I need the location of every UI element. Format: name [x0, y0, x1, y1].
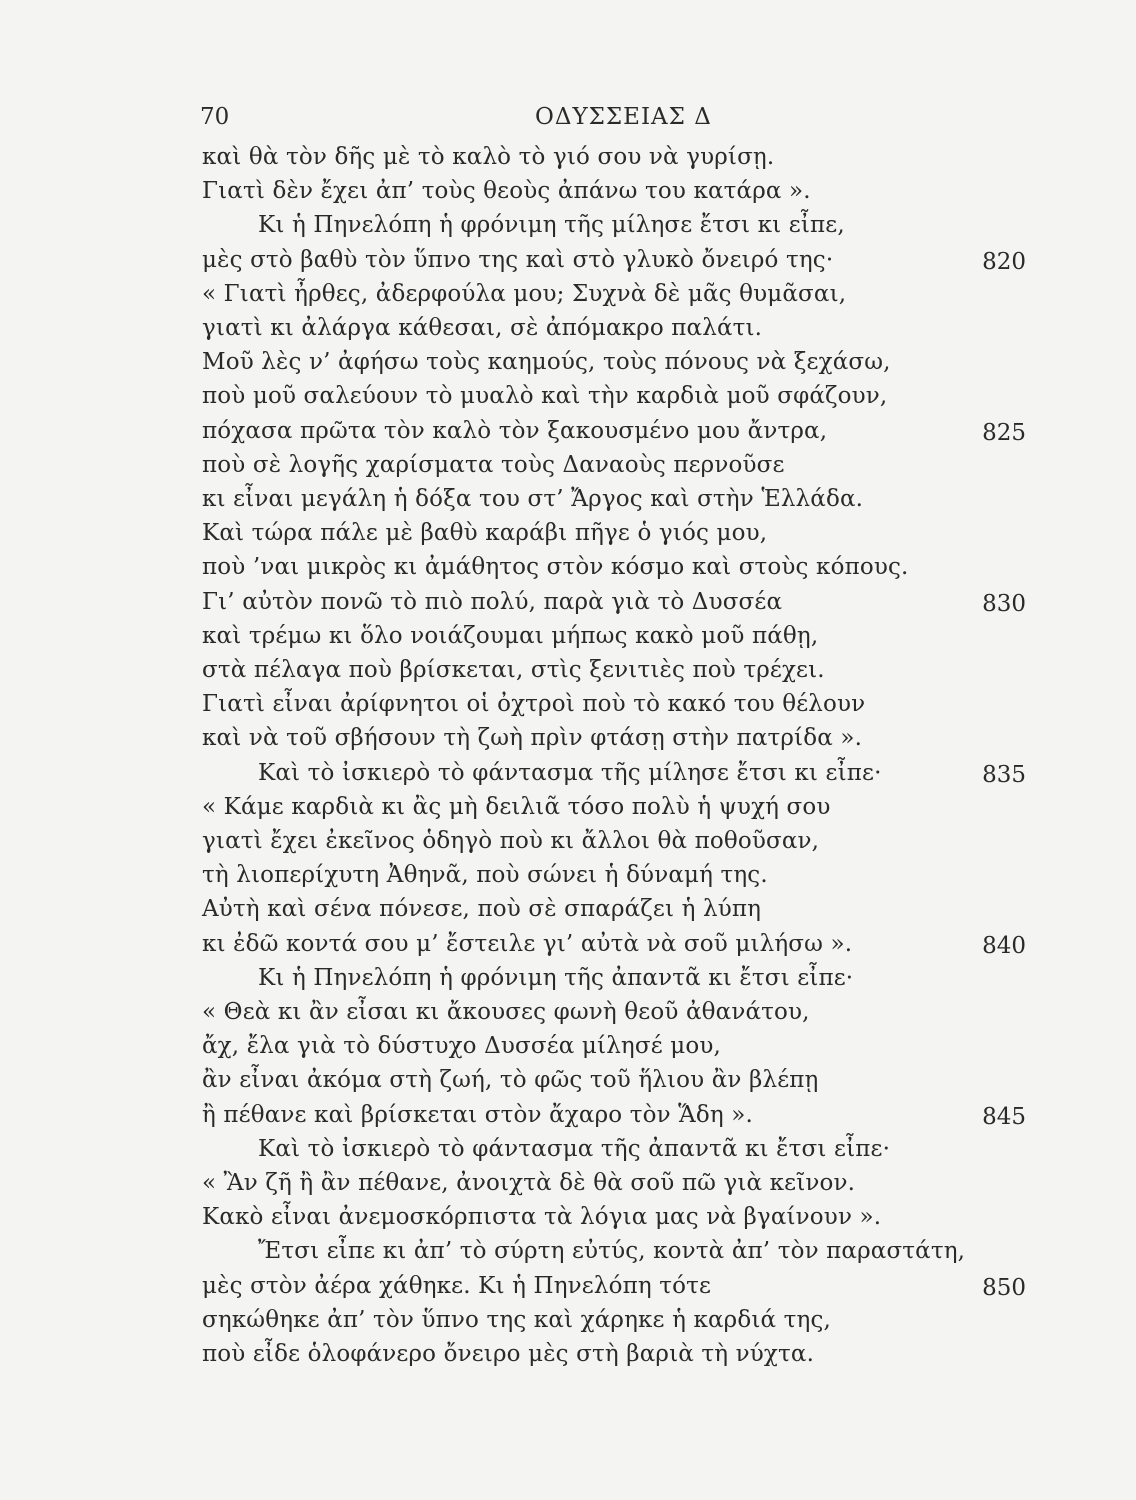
verse-line	[0, 315, 1136, 353]
verse-line	[0, 554, 1136, 592]
verse-text: μὲς στὸν ἀέρα χάθηκε. Κι ἡ Πηνελόπη τότε	[202, 1272, 712, 1299]
page-number: 70	[200, 104, 230, 130]
line-number: 835	[982, 761, 1026, 788]
verse-text: σηκώθηκε ἀπ’ τὸν ὕπνο της καὶ χάρηκε ἡ καρδιά της,	[202, 1306, 831, 1333]
verse-text: ποὺ ’ναι μικρὸς κι ἀμάθητος στὸν κόσμο καὶ στοὺς κόπους.	[202, 554, 909, 581]
line-number: 845	[982, 1103, 1026, 1130]
verse-text: Γι’ αὐτὸν πονῶ τὸ πιὸ πολύ, παρὰ γιὰ τὸ Δυσσέα	[202, 588, 783, 615]
verse-text: Μοῦ λὲς ν’ ἀφήσω τοὺς καημούς, τοὺς πόνους νὰ ξεχάσω,	[202, 349, 891, 376]
verse-line	[0, 896, 1136, 934]
verse-line	[0, 212, 1136, 250]
verse-text: ποὺ μοῦ σαλεύουν τὸ μυαλὸ καὶ τὴν καρδιὰ μοῦ σφάζουν,	[202, 383, 888, 410]
verse-text: καὶ νὰ τοῦ σβήσουν τὴ ζωὴ πρὶν φτάσῃ στὴν πατρίδα ».	[202, 725, 863, 752]
verse-text: Καὶ τὸ ἰσκιερὸ τὸ φάντασμα τῆς μίλησε ἔτσι κι εἶπε·	[258, 759, 882, 786]
verse-line	[0, 281, 1136, 319]
verse-line	[0, 452, 1136, 490]
verse-text: « Γιατὶ ἦρθες, ἀδερφούλα μου; Συχνὰ δὲ μᾶς θυμᾶσαι,	[202, 280, 847, 307]
verse-text: τὴ λιοπερίχυτη Ἀθηνᾶ, ποὺ σώνει ἡ δύναμή της.	[202, 862, 768, 889]
verse-line	[0, 247, 1136, 285]
verse-text: Κι ἡ Πηνελόπη ἡ φρόνιμη τῆς ἀπαντᾶ κι ἔτσι εἶπε·	[258, 964, 854, 991]
verse-text: Καὶ τώρα πάλε μὲ βαθὺ καράβι πῆγε ὁ γιός μου,	[202, 520, 768, 547]
verse-text: καὶ τρέμω κι ὅλο νοιάζουμαι μήπως κακὸ μοῦ πάθῃ,	[202, 622, 819, 649]
verse-text: « Κάμε καρδιὰ κι ἂς μὴ δειλιᾶ τόσο πολὺ ἡ ψυχή σου	[202, 793, 831, 820]
verse-text: « Ἂν ζῆ ἢ ἂν πέθανε, ἀνοιχτὰ δὲ θὰ σοῦ πῶ γιὰ κεῖνον.	[202, 1170, 856, 1196]
verse-line	[0, 144, 1136, 182]
verse-text: καὶ θὰ τὸν δῆς μὲ τὸ καλὸ τὸ γιό σου νὰ γυρίσῃ.	[202, 144, 775, 170]
line-number: 850	[982, 1274, 1026, 1301]
verse-line	[0, 1067, 1136, 1105]
verse-line	[0, 760, 1136, 798]
verse-line	[0, 691, 1136, 729]
verse-line	[0, 1204, 1136, 1242]
verse-line	[0, 1273, 1136, 1311]
verse-text: Γιατὶ εἶναι ἀρίφνητοι οἱ ὀχτροὶ ποὺ τὸ κακό του θέλουν	[202, 691, 866, 718]
verse-text: Γιατὶ δὲν ἔχει ἀπ’ τοὺς θεοὺς ἀπάνω του κατάρα ».	[202, 178, 811, 205]
verse-text: μὲς στὸ βαθὺ τὸν ὕπνο της καὶ στὸ γλυκὸ ὄνειρό της·	[202, 246, 834, 273]
verse-line	[0, 1033, 1136, 1071]
verse-line	[0, 1238, 1136, 1276]
verse-line	[0, 1170, 1136, 1208]
verse-text: στὰ πέλαγα ποὺ βρίσκεται, στὶς ξενιτιὲς ποὺ τρέχει.	[202, 657, 825, 683]
verse-line	[0, 828, 1136, 866]
verse-text: ἂν εἶναι ἀκόμα στὴ ζωή, τὸ φῶς τοῦ ἥλιου ἂν βλέπῃ	[202, 1067, 819, 1094]
verse-line	[0, 999, 1136, 1037]
verse-text: Αὐτὴ καὶ σένα πόνεσε, ποὺ σὲ σπαράζει ἡ λύπη	[202, 896, 762, 923]
verse-line	[0, 520, 1136, 558]
verse-line	[0, 657, 1136, 695]
page-header	[0, 104, 1136, 144]
verse-text: Ἔτσι εἶπε κι ἀπ’ τὸ σύρτη εὐτύς, κοντὰ ἀπ’ τὸν παραστάτη,	[258, 1238, 966, 1265]
verse-line	[0, 725, 1136, 763]
verse-line	[0, 349, 1136, 387]
verse-line	[0, 486, 1136, 524]
verse-text: Κι ἡ Πηνελόπη ἡ φρόνιμη τῆς μίλησε ἔτσι κι εἶπε,	[258, 212, 845, 239]
line-number: 825	[982, 419, 1026, 446]
verse-text: γιατὶ ἔχει ἐκεῖνος ὁδηγὸ ποὺ κι ἄλλοι θὰ ποθοῦσαν,	[202, 828, 820, 854]
verse-line	[0, 418, 1136, 456]
verse-line	[0, 1102, 1136, 1140]
verse-line	[0, 383, 1136, 421]
verse-line	[0, 178, 1136, 216]
verse-text: γιατὶ κι ἀλάργα κάθεσαι, σὲ ἀπόμακρο παλάτι.	[202, 315, 763, 341]
verse-text: ποὺ σὲ λογῆς χαρίσματα τοὺς Δαναοὺς περνοῦσε	[202, 451, 785, 478]
verse-text: κι εἶναι μεγάλη ἡ δόξα του στ’ Ἄργος καὶ στὴν Ἑλλάδα.	[202, 486, 864, 512]
verse-line	[0, 1341, 1136, 1379]
verse-line	[0, 794, 1136, 832]
verse-line	[0, 931, 1136, 969]
line-number: 830	[982, 590, 1026, 617]
verse-line	[0, 965, 1136, 1003]
running-title: ΟΔΥΣΣΕΙΑΣ Δ	[535, 104, 712, 130]
line-number: 820	[982, 248, 1026, 275]
verse-text: ἄχ, ἔλα γιὰ τὸ δύστυχο Δυσσέα μίλησέ μου,	[202, 1033, 721, 1060]
verse-line	[0, 623, 1136, 661]
verse-text: « Θεὰ κι ἂν εἶσαι κι ἄκουσες φωνὴ θεοῦ ἀθανάτου,	[202, 999, 810, 1025]
verse-text: Καὶ τὸ ἰσκιερὸ τὸ φάντασμα τῆς ἀπαντᾶ κι ἔτσι εἶπε·	[258, 1135, 891, 1162]
verse-line	[0, 1136, 1136, 1174]
verse-text: πόχασα πρῶτα τὸν καλὸ τὸν ξακουσμένο μου ἄντρα,	[202, 417, 828, 444]
verse-line	[0, 862, 1136, 900]
verse-text: ἢ πέθανε καὶ βρίσκεται στὸν ἄχαρο τὸν Ἅδη ».	[202, 1101, 753, 1128]
verse-line	[0, 589, 1136, 627]
verse-line	[0, 1307, 1136, 1345]
verse-text: Κακὸ εἶναι ἀνεμοσκόρπιστα τὰ λόγια μας νὰ βγαίνουν ».	[202, 1204, 882, 1231]
line-number: 840	[982, 932, 1026, 959]
verse-text: ποὺ εἶδε ὁλοφάνερο ὄνειρο μὲς στὴ βαριὰ τὴ νύχτα.	[202, 1341, 815, 1367]
verse-text: κι ἐδῶ κοντά σου μ’ ἔστειλε γι’ αὐτὰ νὰ σοῦ μιλήσω ».	[202, 930, 853, 957]
